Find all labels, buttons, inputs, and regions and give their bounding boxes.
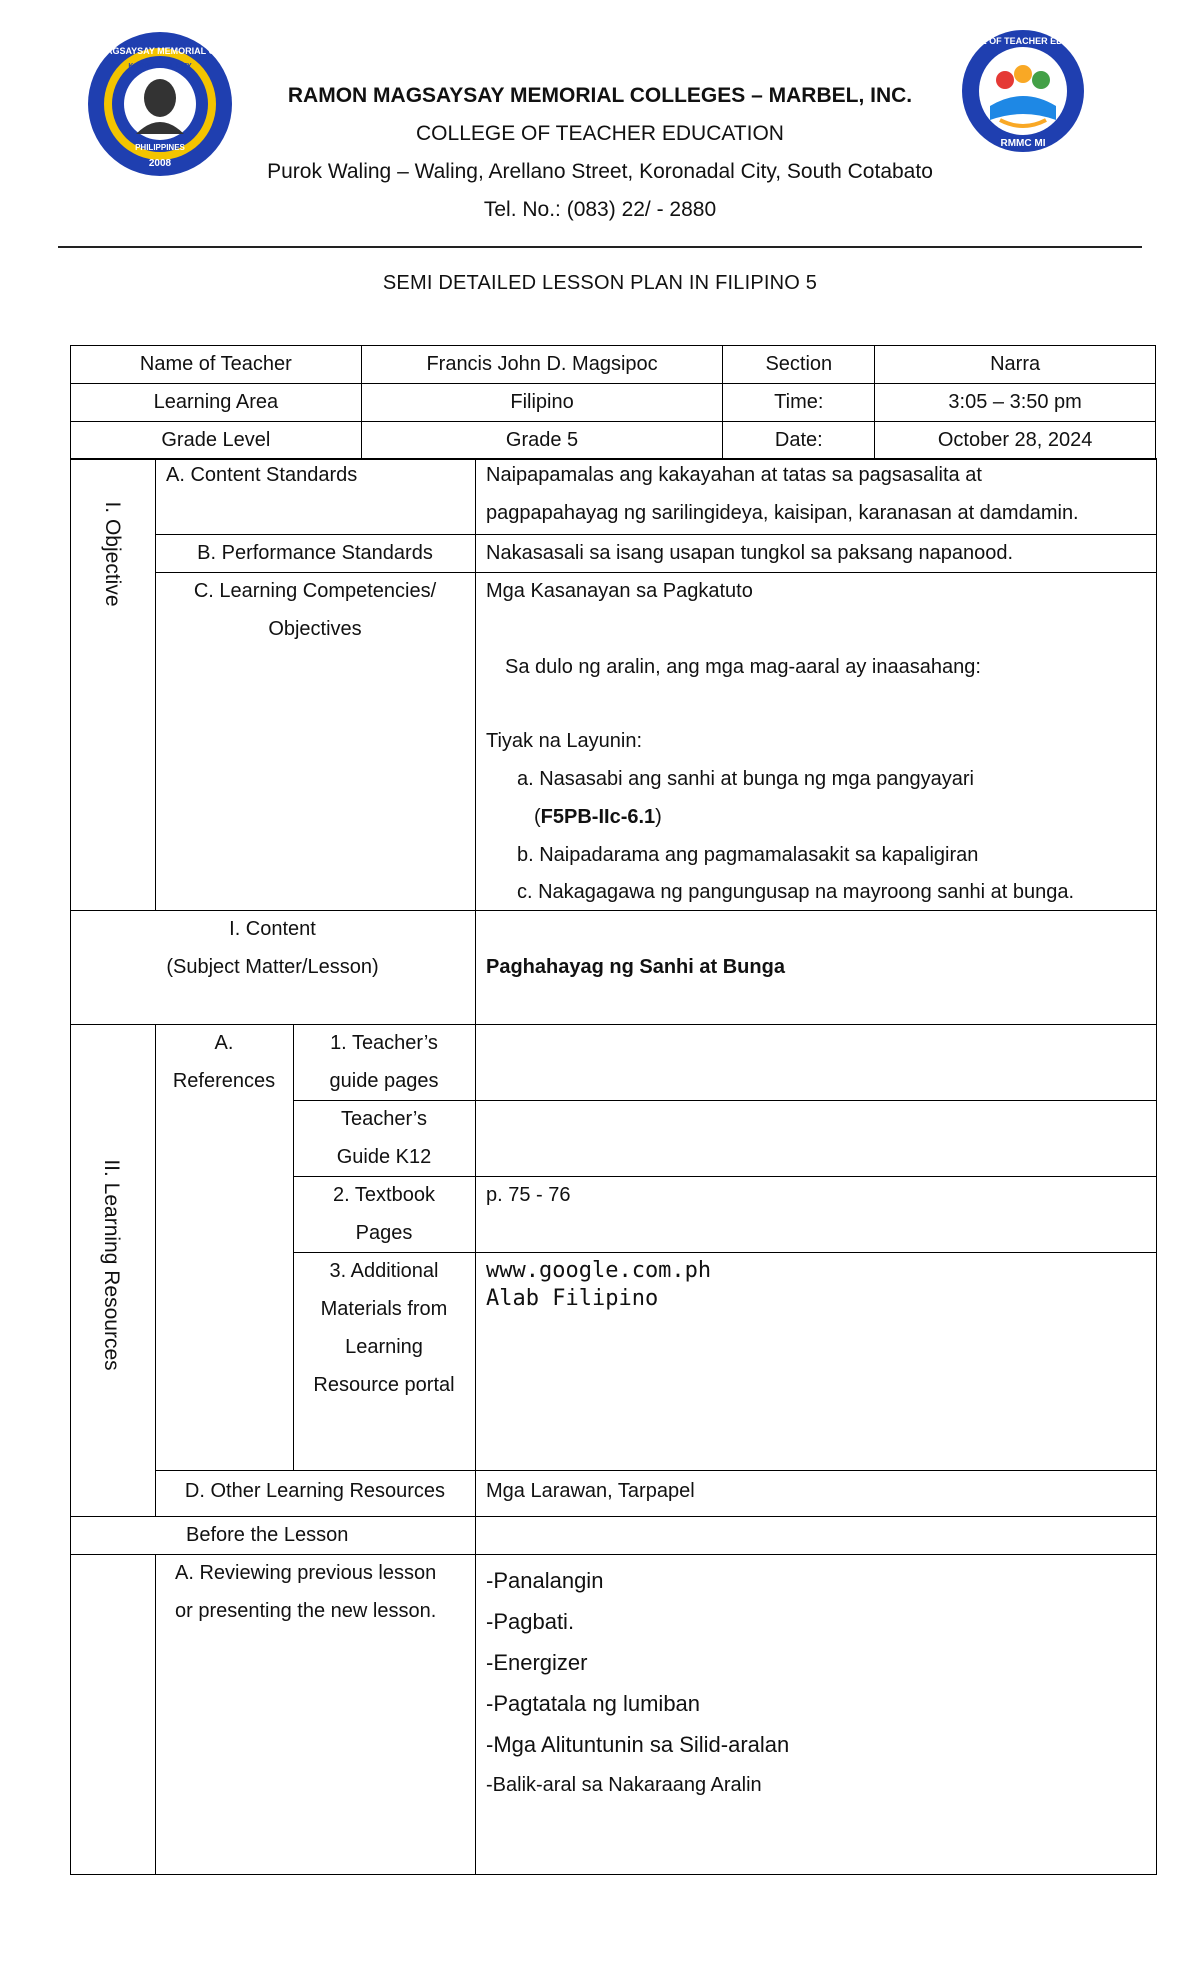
seal-ring-text: RAMON MAGSAYSAY MEMORIAL COLLEGES (61, 46, 259, 56)
additional-materials-label-3: Learning (345, 1336, 423, 1358)
portal-source: Alab Filipino (486, 1286, 659, 1311)
teachers-guide-label-2: guide pages (329, 1070, 439, 1092)
competencies-heading: Mga Kasanayan sa Pagkatuto (486, 580, 753, 602)
info-value: October 28, 2024 (875, 422, 1156, 460)
info-label: Learning Area (71, 384, 362, 422)
table-row (71, 422, 1156, 460)
objective-item-a: a. Nasasabi ang sanhi at bunga ng mga pangyayari (517, 768, 974, 790)
references-label-2: References (172, 1070, 276, 1092)
header-divider (58, 246, 1142, 248)
info-label: Grade Level (71, 422, 362, 460)
info-label: Name of Teacher (71, 346, 362, 384)
objective-item-a-code: (F5PB-IIc-6.1) (534, 806, 662, 828)
other-resources-label: D. Other Learning Resources (184, 1480, 446, 1502)
cte-ring-text: COLLEGE OF TEACHER EDUCATION (943, 36, 1103, 46)
info-label: Section (723, 346, 875, 384)
seal-year: 2008 (148, 158, 172, 169)
college-name: COLLEGE OF TEACHER EDUCATION (416, 122, 784, 145)
performance-standards-label: B. Performance Standards (197, 542, 433, 564)
textbook-label: 2. Textbook (333, 1184, 435, 1206)
additional-materials-label-2: Materials from (320, 1298, 448, 1320)
list-item: -Panalangin (486, 1568, 604, 1593)
info-value: Filipino (361, 384, 723, 422)
list-item: -Energizer (486, 1650, 588, 1675)
additional-materials-label-4: Resource portal (313, 1374, 455, 1396)
info-label: Time: (723, 384, 875, 422)
review-label-2: or presenting the new lesson. (175, 1600, 437, 1622)
content-standards-line1: Naipapamalas ang kakayahan at tatas sa pagsasalita at (486, 464, 982, 486)
before-lesson-label: Before the Lesson (186, 1524, 349, 1546)
info-value: 3:05 – 3:50 pm (875, 384, 1156, 422)
document-title: SEMI DETAILED LESSON PLAN IN FILIPINO 5 (382, 272, 818, 294)
performance-standards-text: Nakasasali sa isang usapan tungkol sa paksang napanood. (486, 542, 1014, 564)
activities-list (486, 1560, 789, 1806)
list-item: -Mga Alituntunin sa Silid-aralan (486, 1732, 790, 1757)
info-value: Narra (875, 346, 1156, 384)
other-resources-value: Mga Larawan, Tarpapel (486, 1480, 695, 1502)
seal-bottom-text: PHILIPPINES (135, 143, 185, 152)
content-sublabel: (Subject Matter/Lesson) (166, 956, 379, 978)
list-item: -Balik-aral sa Nakaraang Aralin (486, 1774, 762, 1796)
competencies-intro: Sa dulo ng aralin, ang mga mag-aaral ay inaasahang: (505, 656, 981, 678)
content-label: I. Content (229, 918, 316, 940)
objective-item-b: b. Naipadarama ang pagmamalasakit sa kapaligiran (517, 844, 979, 866)
info-value: Grade 5 (361, 422, 723, 460)
lesson-title: Paghahayag ng Sanhi at Bunga (486, 956, 785, 978)
learning-resources-section-label: II. Learning Resources (100, 1159, 123, 1371)
textbook-label-2: Pages (355, 1222, 413, 1244)
objective-section-label: I. Objective (101, 501, 124, 607)
telephone: Tel. No.: (083) 22/ - 2880 (483, 198, 717, 221)
k12-guide-label: Teacher’s (341, 1108, 427, 1130)
info-value: Francis John D. Magsipoc (361, 346, 723, 384)
teacher-info-table (70, 345, 1156, 460)
content-standards-label: A. Content Standards (166, 464, 358, 486)
teachers-guide-label: 1. Teacher’s (330, 1032, 438, 1054)
references-label: A. (214, 1032, 234, 1054)
textbook-pages-value: p. 75 - 76 (486, 1184, 571, 1206)
info-label: Date: (723, 422, 875, 460)
competencies-label: C. Learning Competencies/ (193, 580, 437, 602)
address: Purok Waling – Waling, Arellano Street, Koronadal City, South Cotabato (267, 160, 933, 183)
k12-guide-label-2: Guide K12 (336, 1146, 432, 1168)
portal-link: www.google.com.ph (486, 1258, 712, 1283)
additional-materials-label: 3. Additional (329, 1260, 439, 1282)
list-item: -Pagtatala ng lumiban (486, 1691, 701, 1716)
list-item: -Pagbati. (486, 1609, 575, 1634)
competencies-label-2: Objectives (268, 618, 362, 640)
table-row (71, 346, 1156, 384)
institution-name: RAMON MAGSAYSAY MEMORIAL COLLEGES – MARBEL, INC. (287, 84, 913, 107)
specific-objectives-heading: Tiyak na Layunin: (486, 730, 643, 752)
content-standards-line2: pagpapahayag ng sarilingideya, kaisipan, karanasan at damdamin. (486, 502, 1079, 524)
review-label: A. Reviewing previous lesson (175, 1562, 437, 1584)
objective-item-c: c. Nakagagawa ng pangungusap na mayroong sanhi at bunga. (517, 881, 1075, 903)
cte-bottom-text: RMMC MI (1000, 138, 1046, 149)
seal-inner-text: KORONADAL CITY (128, 63, 192, 70)
table-row (71, 384, 1156, 422)
